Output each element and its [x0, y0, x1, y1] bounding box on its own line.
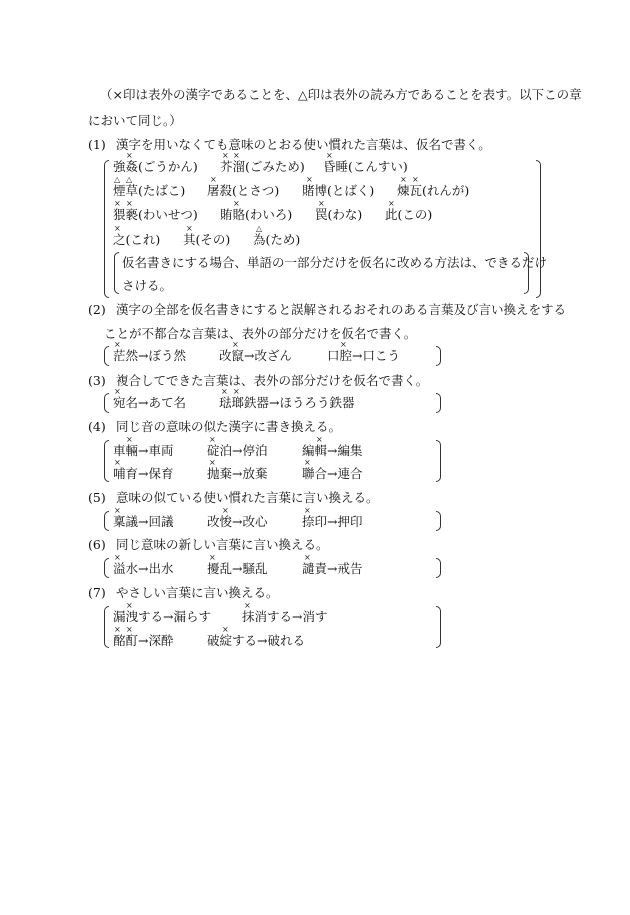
mark-1-1-2: × [306, 175, 313, 184]
mark-1-0-1b: × [233, 151, 240, 160]
section-7-item: 漏洩する→漏らす [113, 609, 211, 624]
section-2-close-bracket [436, 346, 441, 366]
mark-1-1-0a: △ [114, 175, 121, 184]
section-2-item: 改竄→改ざん [219, 348, 292, 363]
section-6-close-bracket [436, 558, 441, 578]
section-1-note-line-2: さける。 [122, 278, 173, 293]
section-4-close-bracket [436, 440, 441, 482]
mark-2-0-2: × [340, 340, 347, 349]
section-1-item: 為(ため) [253, 232, 301, 247]
mark-1-3-0: × [114, 224, 121, 233]
section-2-number: (2) [88, 302, 106, 317]
mark-2-0-1: × [232, 340, 239, 349]
section-1-item: 罠(わな) [315, 207, 363, 222]
section-1-item: 此(この) [385, 207, 433, 222]
section-7-open-bracket [104, 606, 109, 648]
section-1-item: 昏睡(こんすい) [323, 159, 408, 174]
mark-1-1-0b: △ [126, 175, 133, 184]
section-5-open-bracket [104, 511, 109, 531]
section-1-item: 屠殺(とさつ) [207, 183, 280, 198]
section-4-open-bracket [104, 440, 109, 482]
section-1-item: 煉瓦(れんが) [397, 183, 470, 198]
section-1-item: 芥溜(ごみため) [220, 159, 305, 174]
mark-7-1-1: × [222, 625, 229, 634]
mark-1-0-0: × [126, 151, 133, 160]
section-5-heading: 意味の似ている使い慣れた言葉に言い換える。 [116, 490, 379, 505]
mark-1-1-3a: × [400, 175, 407, 184]
mark-6-0-0: × [114, 553, 121, 562]
mark-1-2-3: × [388, 199, 395, 208]
section-4-heading: 同じ音の意味の似た漢字に書き換える。 [116, 419, 342, 434]
section-5-item: 稟議→回議 [113, 514, 174, 529]
section-4-item: 編輯→編集 [302, 443, 363, 458]
section-3-item: 琺瑯鉄器→ほうろう鉄器 [219, 395, 355, 410]
section-2-heading-line-2: ことが不都合な言葉は、表外の部分だけを仮名で書く。 [104, 326, 417, 341]
section-3-close-bracket [436, 393, 441, 413]
section-7-item: 抹消する→消す [242, 609, 328, 624]
mark-1-3-2: △ [256, 224, 263, 233]
intro-line-1: （×印は表外の漢字であることを、△印は表外の読み方であることを表す。以下この章 [100, 87, 582, 102]
mark-3-0-1a: × [221, 387, 228, 396]
section-1-item: 之(これ) [113, 232, 161, 247]
section-3-number: (3) [88, 373, 106, 388]
mark-4-0-1: × [209, 435, 216, 444]
mark-4-1-0: × [114, 458, 121, 467]
section-3-item: 宛名→あて名 [113, 395, 186, 410]
mark-7-1-0a: × [114, 625, 121, 634]
mark-4-0-2: × [316, 435, 323, 444]
section-2-item: 茫然→ぼう然 [113, 348, 186, 363]
section-6-number: (6) [88, 537, 106, 552]
mark-1-3-1: × [186, 224, 193, 233]
section-1-item: 猥褻(わいせつ) [113, 207, 198, 222]
section-1-item: 強姦(ごうかん) [113, 159, 198, 174]
mark-2-0-0: × [114, 340, 121, 349]
mark-1-2-1: × [233, 199, 240, 208]
section-2-open-bracket [104, 346, 109, 366]
mark-1-1-3b: × [412, 175, 419, 184]
section-2-heading: 漢字の全部を仮名書きにすると誤解されるおそれのある言葉及び言い換えをする [116, 302, 567, 317]
section-6-open-bracket [104, 558, 109, 578]
section-7-close-bracket [436, 606, 441, 648]
section-6-item: 擾乱→騒乱 [207, 561, 268, 576]
section-1-note-line-1: 仮名書きにする場合、単語の一部分だけを仮名に改める方法は、できるだけ [122, 255, 548, 270]
section-5-number: (5) [88, 490, 106, 505]
section-7-heading: やさしい言葉に言い換える。 [116, 585, 279, 600]
mark-7-1-0b: × [126, 625, 133, 634]
section-5-item: 捺印→押印 [302, 514, 363, 529]
section-7-number: (7) [88, 585, 106, 600]
mark-5-0-2: × [304, 506, 311, 515]
section-1-item: 其(その) [183, 232, 231, 247]
section-5-close-bracket [436, 511, 441, 531]
section-1-heading: 漢字を用いなくても意味のとおる使い慣れた言葉は、仮名で書く。 [116, 137, 491, 152]
section-3-open-bracket [104, 393, 109, 413]
mark-1-1-1: × [210, 175, 217, 184]
mark-6-0-1: × [209, 553, 216, 562]
intro-line-2: において同じ。） [88, 113, 182, 128]
mark-1-0-1a: × [222, 151, 229, 160]
mark-4-1-2: × [304, 458, 311, 467]
section-6-item: 譴責→戒告 [302, 561, 363, 576]
section-6-heading: 同じ意味の新しい言葉に言い換える。 [116, 537, 329, 552]
mark-7-0-1: × [244, 601, 251, 610]
section-7-item: 酩酊→深酔 [113, 633, 174, 648]
section-4-item: 車輛→車両 [113, 443, 174, 458]
section-3-heading: 複合してできた言葉は、表外の部分だけを仮名で書く。 [116, 373, 429, 388]
mark-5-0-1: × [222, 506, 229, 515]
mark-1-2-0b: × [126, 199, 133, 208]
section-4-item: 抛棄→放棄 [207, 466, 268, 481]
mark-6-0-2: × [304, 553, 311, 562]
mark-4-1-1: × [209, 458, 216, 467]
section-4-item: 碇泊→停泊 [207, 443, 268, 458]
section-4-item: 哺育→保育 [113, 466, 174, 481]
section-1-open-bracket [104, 160, 109, 298]
mark-5-0-0: × [114, 506, 121, 515]
mark-3-0-0: × [114, 387, 121, 396]
section-1-item: 賄賂(わいろ) [220, 207, 293, 222]
mark-1-2-0a: × [114, 199, 121, 208]
section-1-item: 賭博(とばく) [302, 183, 375, 198]
section-1-close-bracket [536, 160, 541, 298]
mark-4-0-0: × [126, 435, 133, 444]
section-4-item: 聯合→連合 [302, 466, 363, 481]
mark-7-0-0: × [126, 601, 133, 610]
section-1-note-open-bracket [114, 252, 119, 294]
section-6-item: 溢水→出水 [113, 561, 174, 576]
section-2-item: 口腔→口こう [327, 348, 400, 363]
mark-3-0-1b: × [233, 387, 240, 396]
mark-1-2-2: × [318, 199, 325, 208]
section-5-item: 改悛→改心 [207, 514, 268, 529]
section-1-number: (1) [88, 137, 106, 152]
section-7-item: 破綻する→破れる [207, 633, 305, 648]
mark-1-0-2: × [326, 151, 333, 160]
section-4-number: (4) [88, 419, 106, 434]
section-1-item: 煙草(たばこ) [113, 183, 186, 198]
